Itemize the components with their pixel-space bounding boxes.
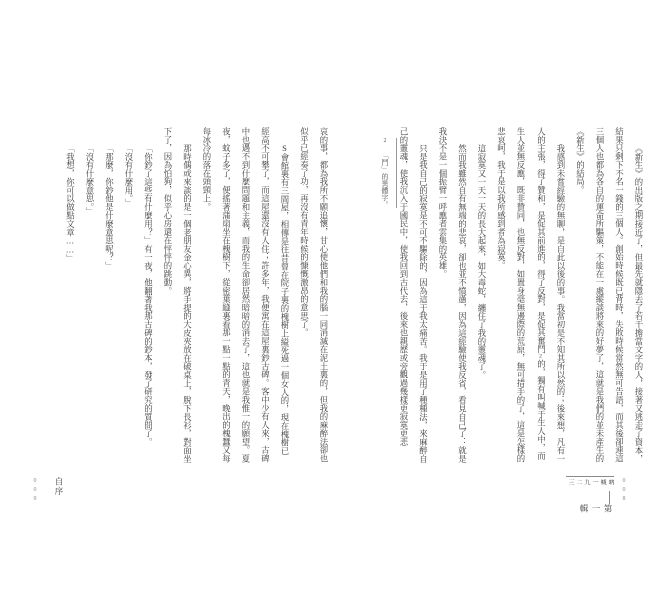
paragraph: 《新生》的出版之期接近了，但最先就隱去了若干擔當文字的人，接著又逃走了資本，結果只剩下不名一錢的三個人。創始時候既已背時，失敗時候當然無可告語，而其後卻連這三個人也都為各自的運命所驅策，不能在一處縱談將來的好夢了，這就是我們的並未產生的《新生》的結局。 — [575, 127, 643, 463]
footer-book-title: 吶喊 — [599, 479, 613, 486]
paragraph: 「我想，你可以做點文章……」 — [65, 143, 75, 263]
left-page-footer-section: 自序 — [54, 477, 64, 496]
paragraph: 「沒有什麼意思。」 — [85, 143, 94, 216]
paragraph: 然而我雖然自有無端的悲哀，卻也並不憤懣，因為這經驗使我反省，看見自己了：就是我決不是一個振臂一呼應者雲集的英雄。 — [438, 127, 467, 463]
footer-title-year-group — [566, 476, 614, 491]
paragraph: 哀的事，都為我所不願追懷，甘心使他們和我的腦一同消滅在泥土裏的，但我的麻醉法卻也似乎已經奏了功，再沒有青年時候的慷慨激昂的意思了。 — [299, 127, 328, 463]
paragraph: 只是我自己的寂寞是不可不驅除的，因為這于我太痛苦。我于是用了種種法，來麻醉自己的靈魂，使我沉入于國民中，使我回到古代去，後來也親歷或旁觀過幾樣更寂寞更悲 — [399, 127, 428, 463]
footer-divider-rule — [609, 491, 610, 504]
paragraph: 那時偶或來談的是一個老朋友金心異，將手提的大皮夾放在破桌上，脫下長衫，對面坐下了，因為怕狗，似乎心房還在怦怦的跳動。 — [163, 127, 192, 463]
footer-series-label: 第一輯 — [579, 504, 613, 514]
paragraph: 我感到未嘗經驗的無聊，是自此以後的事。我當初是不知其所以然的；後來想，凡有一人的主張，得了贊和，是促其前進的，得了反對，是促其奮鬥2的，獨有叫喊于生人中，而生人並無反應，既非贊同，也無反對，如置身毫無邊際的荒原，無可措手的了，這是怎樣的悲哀呵，我于是以我所感到者為寂寞。 — [496, 127, 565, 463]
footnote-number: 2 — [382, 138, 388, 144]
paragraph: 這寂寞又一天一天的長大起來，如大毒蛇，纏住了我的靈魂了。 — [477, 143, 486, 379]
footnote-text: 「鬥」的異體字。 — [381, 152, 389, 208]
right-page-footer — [566, 476, 614, 516]
footer-year: 一九二三 — [567, 479, 597, 486]
left-page-text-block — [58, 127, 333, 463]
right-page-text-block — [385, 127, 648, 463]
paragraph: 「你鈔了這些有什麼用？」有一夜，他翻著我那古碑的鈔本，發了研究的質問了。 — [143, 143, 153, 446]
paragraph: 「那麼，你鈔他是什麼意思呢？」 — [104, 143, 114, 270]
footnote-marker: 2 — [537, 353, 544, 360]
footnote — [379, 138, 397, 208]
left-page-number: 009 — [32, 478, 38, 505]
right-page-number: 008 — [621, 478, 627, 505]
paragraph: 「沒有什麼用。」 — [124, 143, 133, 207]
paragraph: S會館裏有三間屋，相傳是往昔曾在院子裏的槐樹上縊死過一個女人的，現在槐樹已經高不可攀了，而這屋還沒有人住；許多年，我便寓在這屋裏鈔古碑。客中少有人來，古碑中也遇不到什麼問題和主義，而我的生命卻居然暗暗的消去了，這也就是我惟一的願望。夏夜，蚊子多了，便搖著蒲扇坐在槐樹下，從密葉縫裏看那一點一點的青天，晚出的槐蠶又每每冰冷的落在頭頸上。 — [202, 127, 289, 463]
